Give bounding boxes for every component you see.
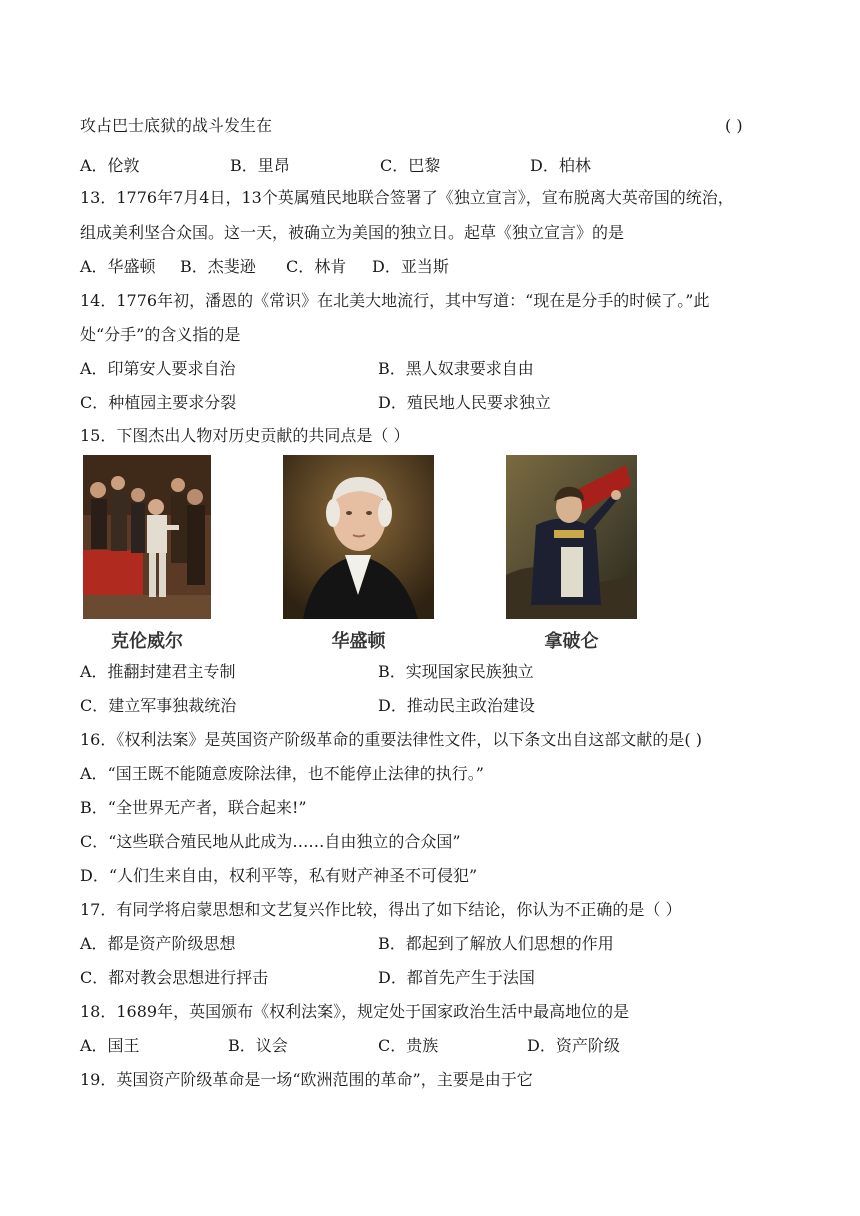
q14-option-c: C．种植园主要求分裂 <box>80 393 237 412</box>
q13-option-c: C．林肯 <box>286 257 347 276</box>
q15-stem: 15．下图杰出人物对历史贡献的共同点是（ ） <box>80 426 410 445</box>
q17-option-b: B．都起到了解放人们思想的作用 <box>378 934 614 953</box>
q18-option-a: A．国王 <box>80 1036 140 1055</box>
q14-stem-line2: 处“分手”的含义指的是 <box>80 325 241 344</box>
q16-stem: 16．《权利法案》是英国资产阶级革命的重要法律性文件，以下条文出自这部文献的是( ) <box>80 730 702 749</box>
q15-option-c: C．建立军事独裁统治 <box>80 696 237 715</box>
q15-option-b: B．实现国家民族独立 <box>378 662 534 681</box>
q16-option-b: B．“全世界无产者，联合起来!” <box>80 798 307 817</box>
napoleon-portrait-image <box>506 455 637 619</box>
q19-stem: 19．英国资产阶级革命是一场“欧洲范围的革命”，主要是由于它 <box>80 1070 533 1089</box>
q13-stem-line2: 组成美利坚合众国。这一天，被确立为美国的独立日。起草《独立宣言》的是 <box>80 223 625 242</box>
q12-stem: 攻占巴士底狱的战斗发生在 <box>80 116 273 135</box>
q13-option-a: A．华盛顿 <box>80 257 156 276</box>
q17-option-a: A．都是资产阶级思想 <box>80 934 236 953</box>
q12-answer-bracket: ( ) <box>725 116 743 135</box>
caption-cromwell: 克伦威尔 <box>111 631 183 652</box>
q16-option-d: D．“人们生来自由，权利平等，私有财产神圣不可侵犯” <box>80 866 478 885</box>
q16-option-a: A．“国王既不能随意废除法律，也不能停止法律的执行。” <box>80 764 484 783</box>
q13-option-d: D．亚当斯 <box>372 257 449 276</box>
q14-option-a: A．印第安人要求自治 <box>80 359 236 378</box>
q14-option-d: D．殖民地人民要求独立 <box>378 393 551 412</box>
q12-option-c: C．巴黎 <box>380 156 441 175</box>
q13-option-b: B．杰斐逊 <box>180 257 256 276</box>
q13-stem-line1: 13．1776年7月4日，13个英属殖民地联合签署了《独立宣言》，宣布脱离大英帝国的统治， <box>80 188 734 207</box>
caption-washington: 华盛顿 <box>331 631 386 652</box>
q17-option-d: D．都首先产生于法国 <box>378 968 535 987</box>
q15-option-a: A．推翻封建君主专制 <box>80 662 236 681</box>
q17-stem: 17．有同学将启蒙思想和文艺复兴作比较，得出了如下结论，你认为不正确的是（ ） <box>80 900 682 919</box>
q14-stem-line1: 14．1776年初，潘恩的《常识》在北美大地流行，其中写道：“现在是分手的时候了。”此 <box>80 291 710 310</box>
q18-option-b: B．议会 <box>228 1036 288 1055</box>
q15-option-d: D．推动民主政治建设 <box>378 696 535 715</box>
q18-option-c: C．贵族 <box>378 1036 439 1055</box>
q14-option-b: B．黑人奴隶要求自由 <box>378 359 534 378</box>
washington-portrait-image <box>283 455 434 619</box>
caption-napoleon: 拿破仑 <box>544 631 599 652</box>
q12-option-d: D．柏林 <box>530 156 591 175</box>
cromwell-portrait-image <box>83 455 211 619</box>
q17-option-c: C．都对教会思想进行抨击 <box>80 968 269 987</box>
q12-option-a: A．伦敦 <box>80 156 140 175</box>
q16-option-c: C．“这些联合殖民地从此成为……自由独立的合众国” <box>80 832 461 851</box>
q12-option-b: B．里昂 <box>230 156 290 175</box>
q18-stem: 18．1689年，英国颁布《权利法案》，规定处于国家政治生活中最高地位的是 <box>80 1002 630 1021</box>
q18-option-d: D．资产阶级 <box>527 1036 620 1055</box>
